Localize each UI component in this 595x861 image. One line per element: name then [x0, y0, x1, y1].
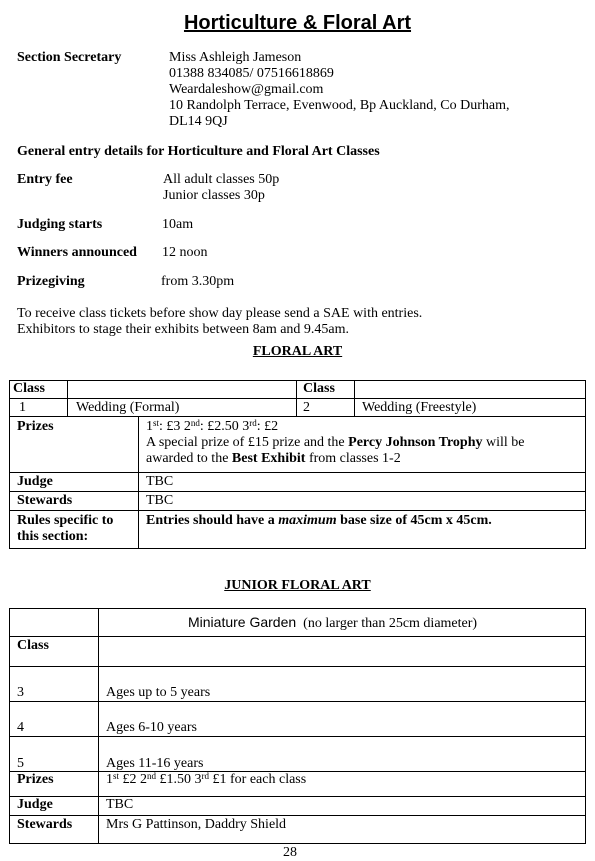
winners-label: Winners announced — [17, 245, 137, 260]
junior-class4-number: 4 — [17, 720, 24, 735]
junior-judge-label: Judge — [17, 797, 53, 812]
floral-rules-label-1: Rules specific to — [17, 513, 114, 528]
junior-stewards-value: Mrs G Pattinson, Daddry Shield — [106, 817, 287, 832]
junior-judge-value: TBC — [106, 797, 134, 812]
secretary-phone: 01388 834085/ 07516618869 — [169, 66, 334, 81]
floral-class2-number: 2 — [303, 400, 310, 415]
judging-label: Judging starts — [17, 217, 103, 232]
secretary-address-2: DL14 9QJ — [169, 114, 228, 129]
junior-heading: JUNIOR FLORAL ART — [224, 578, 371, 593]
secretary-email[interactable]: Weardaleshow@gmail.com — [169, 82, 324, 97]
prizegiving-label: Prizegiving — [17, 274, 85, 289]
floral-special-prize-line-1: A special prize of £15 prize and the Percy Johnson Trophy will be — [146, 435, 525, 450]
junior-class3-number: 3 — [17, 685, 24, 700]
junior-class3-ages: Ages up to 5 years — [106, 685, 211, 700]
junior-prizes-label: Prizes — [17, 772, 54, 787]
floral-heading: FLORAL ART — [252, 344, 343, 359]
general-heading: General entry details for Horticulture and Floral Art Classes — [17, 144, 380, 159]
floral-class-header: Class — [13, 381, 45, 396]
floral-class-header-2: Class — [303, 381, 335, 396]
secretary-name: Miss Ashleigh Jameson — [169, 50, 302, 65]
entry-fee-adult: All adult classes 50p — [163, 172, 280, 187]
junior-prize-amounts: 1st £2 2nd £1.50 3rd £1 for each class — [106, 771, 307, 787]
floral-class1-name: Wedding (Formal) — [76, 400, 180, 415]
page-number: 28 — [283, 845, 297, 860]
junior-class5-ages: Ages 11-16 years — [106, 756, 204, 771]
junior-garden-title: Miniature Garden (no larger than 25cm diameter) — [188, 614, 478, 631]
judging-value: 10am — [162, 217, 194, 232]
secretary-address-1: 10 Randolph Terrace, Evenwood, Bp Auckland, Co Durham, — [169, 98, 510, 113]
prizegiving-value: from 3.30pm — [161, 274, 235, 289]
note-staging: Exhibitors to stage their exhibits between 8am and 9.45am. — [17, 322, 350, 337]
page-title: Horticulture & Floral Art — [183, 12, 412, 34]
floral-stewards-value: TBC — [146, 493, 174, 508]
floral-prize-amounts: 1st: £3 2nd: £2.50 3rd: £2 — [146, 418, 279, 434]
floral-prizes-label: Prizes — [17, 419, 54, 434]
entry-fee-junior: Junior classes 30p — [163, 188, 265, 203]
note-sae: To receive class tickets before show day please send a SAE with entries. — [17, 306, 423, 321]
entry-fee-label: Entry fee — [17, 172, 73, 187]
floral-judge-label: Judge — [17, 474, 53, 489]
floral-stewards-label: Stewards — [17, 493, 73, 508]
floral-judge-value: TBC — [146, 474, 174, 489]
junior-class4-ages: Ages 6-10 years — [106, 720, 197, 735]
junior-class-label: Class — [17, 638, 49, 653]
floral-special-prize-line-2: awarded to the Best Exhibit from classes 1-2 — [146, 451, 401, 466]
secretary-label: Section Secretary — [17, 50, 122, 65]
floral-class1-number: 1 — [19, 400, 26, 415]
junior-class5-number: 5 — [17, 756, 24, 771]
junior-stewards-label: Stewards — [17, 817, 73, 832]
floral-class2-name: Wedding (Freestyle) — [362, 400, 477, 415]
floral-rules-label-2: this section: — [17, 529, 89, 544]
winners-value: 12 noon — [162, 245, 208, 260]
floral-rules-text: Entries should have a maximum base size of 45cm x 45cm. — [146, 513, 492, 528]
